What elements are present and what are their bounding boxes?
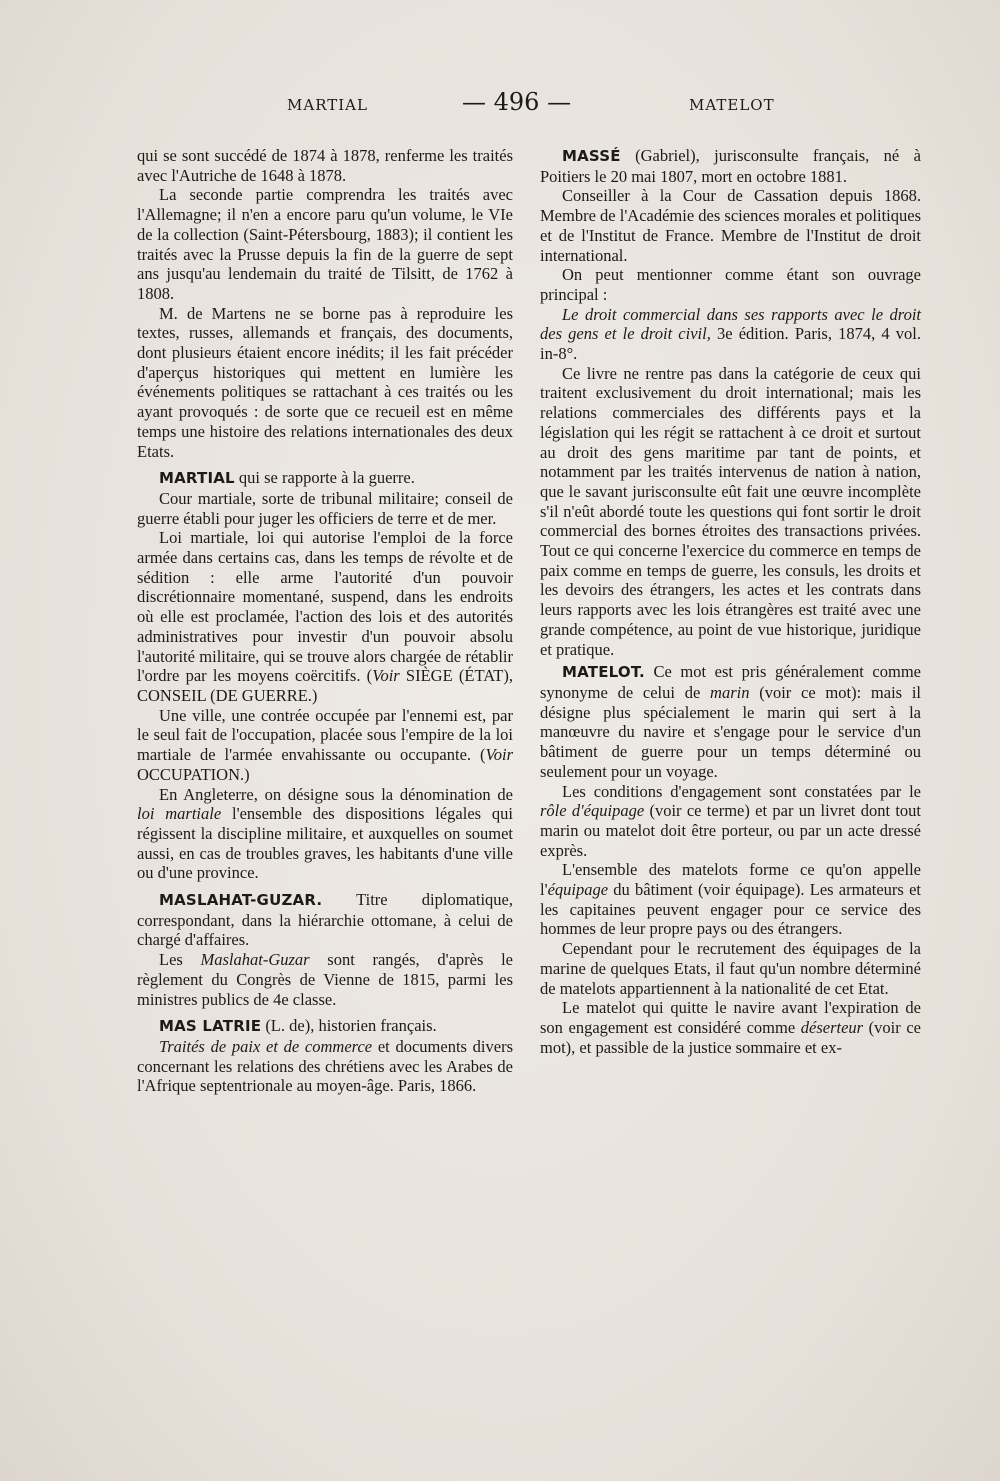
entry-martial	[137, 468, 513, 489]
entry-matelot	[540, 662, 921, 781]
paragraph: Conseiller à la Cour de Cassation depuis 1868. Membre de l'Académie des sciences morales et politiques et de l'Institut de France. Membre de l'Institut de droit international.	[540, 186, 921, 265]
cross-ref-voir: Voir	[372, 666, 400, 686]
paragraph	[540, 998, 921, 1057]
paragraph	[540, 305, 921, 364]
entry-maslahat	[137, 890, 513, 950]
paragraph-text: Les	[159, 950, 201, 970]
book-title: Le droit commercial dans ses rapports avec le droit des gens et le droit civil,	[540, 304, 921, 344]
entry-headword: MAS LATRIE	[159, 1017, 262, 1036]
paragraph	[137, 950, 513, 1009]
left-column	[137, 146, 513, 1096]
paragraph: M. de Martens ne se borne pas à reproduire les textes, russes, allemands et français, des documents, dont plusieurs étaient encore inédits; il les fait précéder d'aperçus historiques qui mettent en lumière les événements politiques se rattachant à ces traités ou les ayant provoqués : de sorte que ce recueil est en même temps une histoire des relations internationales des deux Etats.	[137, 303, 513, 461]
running-head-right: MATELOT	[689, 96, 775, 114]
paragraph	[540, 860, 921, 939]
paragraph-text: l'ensemble des dispositions légales qui régissent la discipline militaire, et auxquelles on soumet aussi, en cas de troubles graves, les habitants d'une ville ou d'une province.	[137, 804, 513, 883]
paragraph-text: Loi martiale, loi qui autorise l'emploi de la force armée dans certains cas, dans les temps de révolte et de sédition : elle arme l'autorité d'un pouvoir discrétionnaire momentané, suspend, dans les endroits où elle est proclamée, l'action des lois et des autorités administratives pour investir d'un pouvoir absolu l'autorité militaire, qui se trouve alors chargée de rétablir l'ordre par les moyens coërcitifs.	[137, 528, 513, 686]
entry-masse	[540, 146, 921, 186]
paragraph	[137, 1037, 513, 1096]
paragraph-text: 3e édition. Paris, 1874, 4 vol. in-8°.	[540, 324, 922, 364]
paragraph-text: Les conditions d'engagement sont constatées par le	[562, 781, 921, 801]
paragraph-text: (voir ce terme) et par un livret dont tout marin ou matelot doit être porteur, ou par un acte dressé exprès.	[540, 801, 922, 860]
cross-ref: OCCUPATION.)	[137, 764, 250, 784]
paragraph-text: sont rangés, d'après le règlement du Congrès de Vienne de 1815, parmi les ministres publics de 4e classe.	[137, 950, 513, 1009]
paragraph-text: (voir ce mot), et passible de la justice sommaire et ex-	[540, 1017, 921, 1057]
running-head-left: MARTIAL	[287, 96, 368, 114]
paragraph-text: L'ensemble des matelots forme ce qu'on appelle l'	[540, 860, 921, 900]
paragraph: qui se sont succédé de 1874 à 1878, renferme les traités avec l'Autriche de 1648 à 1878.	[137, 146, 513, 185]
paragraph-text: En Angleterre, on désigne sous la dénomination de	[159, 784, 513, 804]
italic-term: équipage	[547, 880, 609, 900]
paragraph-text: et documents divers concernant les relations des chrétiens avec les Arabes de l'Afrique septentrionale au moyen-âge. Paris, 1866.	[137, 1036, 514, 1096]
paragraph	[540, 782, 921, 861]
paragraph: Cependant pour le recrutement des équipages de la marine de quelques Etats, il faut qu'un nombre déterminé de matelots appartiennent à la nationalité de cet Etat.	[540, 939, 921, 998]
entry-text: qui se rapporte à la guerre.	[234, 468, 415, 488]
cross-ref-voir: Voir	[485, 745, 513, 765]
right-column	[540, 146, 921, 1057]
entry-headword: MARTIAL	[159, 469, 235, 488]
paragraph: Ce livre ne rentre pas dans la catégorie de ceux qui traitent exclusivement du droit international; mais les relations commerciales des différents pays et la législation qui les régit se rattachent à ce droit et surtout au droit des gens maritime par tant de points, et notamment par les traités intervenus de nation à nation, que le savant jurisconsulte eût fait une œuvre incomplète s'il n'eût abordé toute les questions qui font sortir le droit commercial des bornes étroites des transactions privées. Tout ce qui concerne l'exercice du commerce en temps de paix comme en temps de guerre, les consuls, les droits et les devoirs des étrangers, les actes et les contrats dans leurs rapports avec les lois étrangères est traité avec une grande compétence, au point de vue historique, juridique et pratique.	[540, 363, 921, 659]
paragraph: Cour martiale, sorte de tribunal militaire; conseil de guerre établi pour juger les officiers de terre et de mer.	[137, 488, 513, 528]
paragraph: Loi martiale, loi qui autorise l'emploi de la force armée dans certains cas, dans les temps de révolte et de sédition : elle arme l'autorité d'un pouvoir discrétionnaire momentané, suspend, dans les endroits où elle est proclamée, l'action des lois et des autorités administratives pour investir d'un pouvoir absolu l'autorité militaire, qui se trouve alors chargée de rétablir l'ordre par les moyens coërcitifs. (Voir SIÈGE (ÉTAT), CONSEIL (DE GUERRE.)	[137, 528, 513, 705]
paragraph: La seconde partie comprendra les traités avec l'Allemagne; il n'en a encore paru qu'un volume, le VIe de la collection (Saint-Pétersbourg, 1883); il contient les traités avec la Prusse depuis la fin de la guerre de sept ans jusqu'au lendemain du traité de Tilsitt, de 1762 à 1808.	[137, 185, 513, 303]
italic-term: déserteur	[800, 1017, 864, 1037]
entry-text: Ce mot est pris généralement comme synonyme de celui de	[540, 662, 921, 702]
entry-text: Titre diplomatique, correspondant, dans la hiérarchie ottomane, à celui de chargé d'affaires.	[137, 890, 513, 950]
entry-text: (L. de), historien français.	[261, 1016, 437, 1036]
italic-term: loi martiale	[137, 804, 222, 824]
paragraph	[137, 785, 513, 884]
cross-ref: SIÈGE (ÉTAT), CONSEIL (DE GUERRE.)	[137, 666, 513, 705]
book-title: Traités de paix et de commerce	[159, 1036, 373, 1056]
running-head	[0, 88, 1000, 128]
paragraph: Une ville, une contrée occupée par l'ennemi est, par le seul fait de l'occupation, placée sous l'empire de la loi martiale de l'armée envahissante ou occupante. (Voir OCCUPATION.)	[137, 705, 513, 784]
paragraph-text: du bâtiment (voir équipage). Les armateurs et les capitaines peuvent engager pour ce service des hommes de leur propre pays ou des étrangers.	[540, 880, 921, 939]
paragraph: On peut mentionner comme étant son ouvrage principal :	[540, 265, 921, 304]
page-number: — 496 —	[462, 88, 572, 116]
entry-text: (Gabriel), jurisconsulte français, né à Poitiers le 20 mai 1807, mort en octobre 1881.	[540, 146, 921, 186]
entry-text: (voir ce mot): mais il désigne plus spécialement le marin qui sert à la manœuvre du navire et s'engage pour le service d'un bâtiment de guerre pour un temps déterminé ou seulement pour un voyage.	[540, 682, 921, 781]
paragraph-text: Une ville, une contrée occupée par l'ennemi est, par le seul fait de l'occupation, placée sous l'empire de la loi martiale de l'armée envahissante ou occupante.	[137, 705, 513, 765]
italic-term: rôle d'équipage	[540, 801, 645, 821]
italic-term: marin	[710, 682, 750, 702]
entry-headword: MASLAHAT-GUZAR.	[159, 891, 323, 910]
entry-headword: MASSÉ	[562, 147, 621, 165]
entry-headword: MATELOT.	[562, 663, 645, 682]
entry-mas-latrie	[137, 1016, 513, 1037]
paragraph-text: Le matelot qui quitte le navire avant l'expiration de son engagement est considéré comme	[540, 998, 921, 1037]
italic-term: Maslahat-Guzar	[200, 950, 310, 970]
